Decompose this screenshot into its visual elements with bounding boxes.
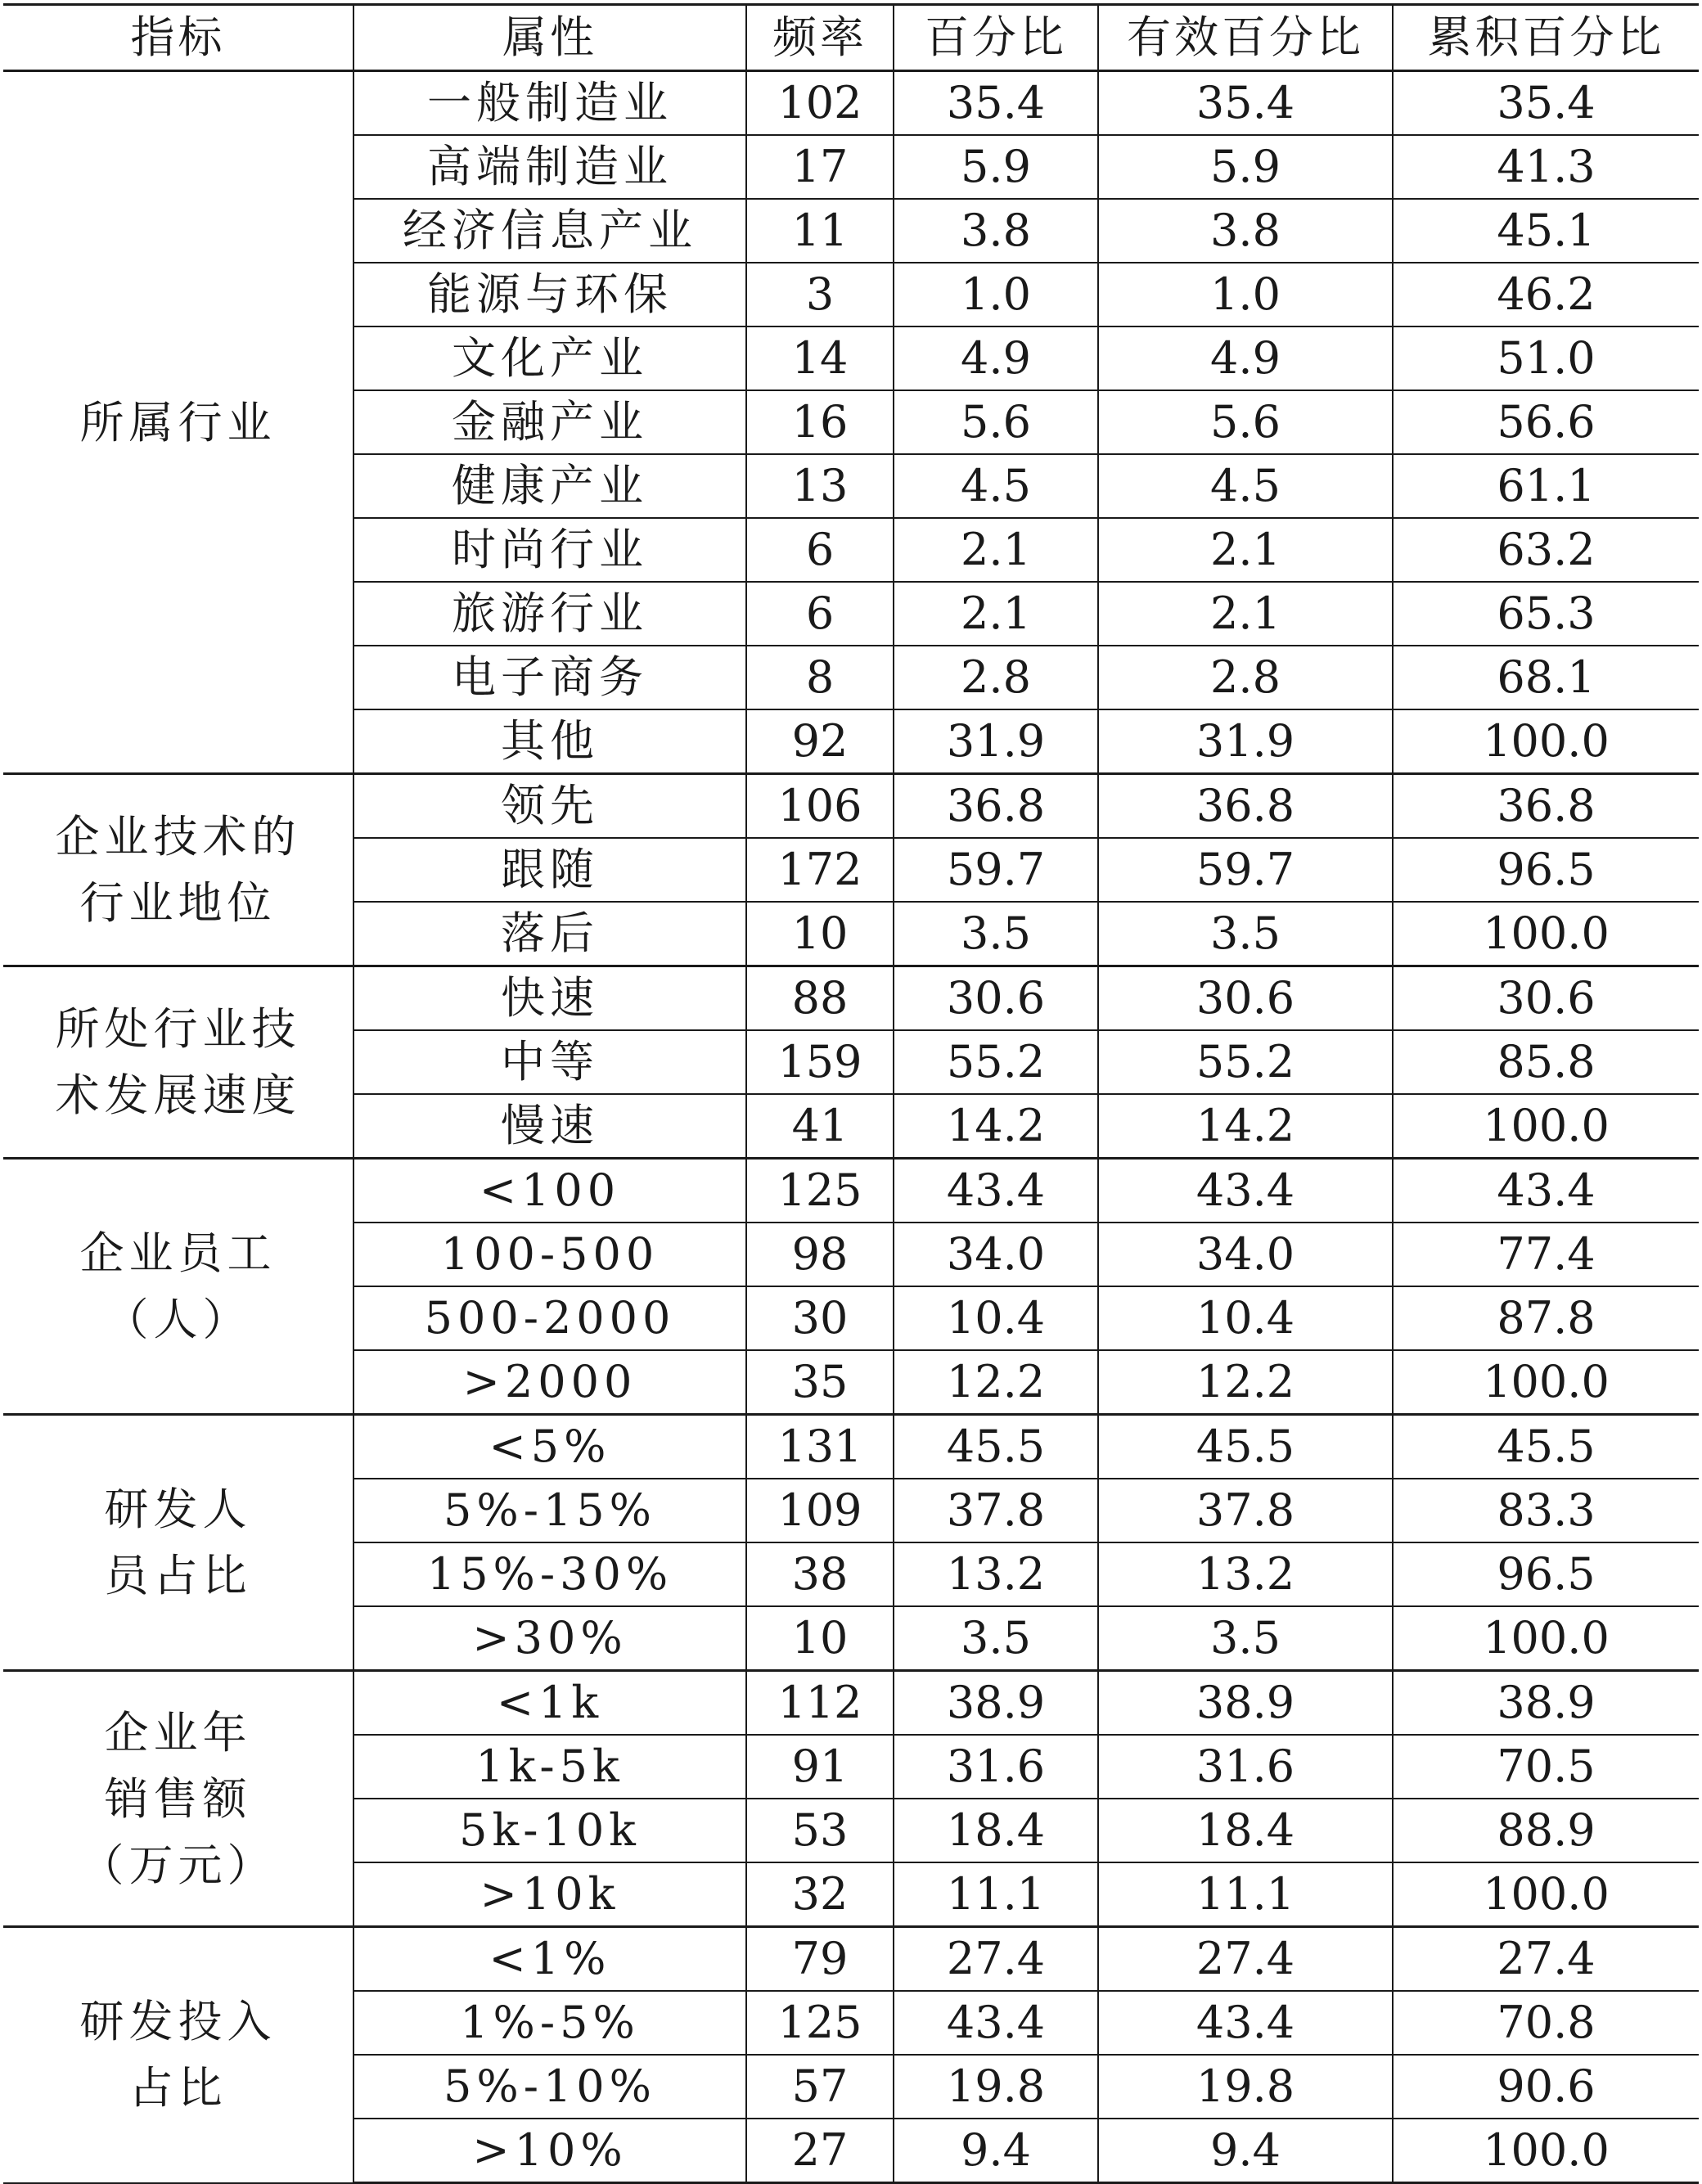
header-attribute: 属性	[353, 5, 746, 71]
frequency-cell: 27	[746, 2119, 894, 2183]
cumulative-percent-cell: 51.0	[1393, 326, 1699, 390]
cumulative-percent-cell: 100.0	[1393, 1094, 1699, 1159]
percent-cell: 5.9	[894, 135, 1098, 199]
frequency-cell: 57	[746, 2055, 894, 2119]
attribute-cell: 经济信息产业	[353, 199, 746, 263]
attribute-cell: <1%	[353, 1927, 746, 1992]
valid-percent-cell: 4.5	[1098, 454, 1393, 518]
cumulative-percent-cell: 35.4	[1393, 71, 1699, 136]
valid-percent-cell: 27.4	[1098, 1927, 1393, 1992]
attribute-cell: 其他	[353, 709, 746, 774]
valid-percent-cell: 3.8	[1098, 199, 1393, 263]
valid-percent-cell: 59.7	[1098, 838, 1393, 902]
attribute-cell: >10%	[353, 2119, 746, 2183]
percent-cell: 31.6	[894, 1735, 1098, 1799]
cumulative-percent-cell: 38.9	[1393, 1671, 1699, 1736]
table-row	[3, 774, 1699, 839]
attribute-cell: 5%-10%	[353, 2055, 746, 2119]
percent-cell: 36.8	[894, 774, 1098, 839]
cumulative-percent-cell: 43.4	[1393, 1159, 1699, 1223]
valid-percent-cell: 18.4	[1098, 1799, 1393, 1862]
attribute-cell: 快速	[353, 966, 746, 1031]
attribute-cell: 500-2000	[353, 1286, 746, 1350]
indicator-cell	[3, 1159, 353, 1415]
frequency-cell: 79	[746, 1927, 894, 1992]
valid-percent-cell: 9.4	[1098, 2119, 1393, 2183]
percent-cell: 3.5	[894, 902, 1098, 966]
indicator-cell	[3, 71, 353, 774]
attribute-cell: 电子商务	[353, 646, 746, 709]
attribute-cell: 1k-5k	[353, 1735, 746, 1799]
percent-cell: 3.8	[894, 199, 1098, 263]
attribute-cell: 跟随	[353, 838, 746, 902]
frequency-cell: 14	[746, 326, 894, 390]
indicator-cell	[3, 1415, 353, 1671]
indicator-label-line: 员占比	[104, 1550, 252, 1601]
cumulative-percent-cell: 68.1	[1393, 646, 1699, 709]
table-row	[3, 1927, 1699, 1992]
percent-cell: 4.9	[894, 326, 1098, 390]
valid-percent-cell: 14.2	[1098, 1094, 1393, 1159]
cumulative-percent-cell: 100.0	[1393, 1862, 1699, 1927]
frequency-cell: 88	[746, 966, 894, 1031]
cumulative-percent-cell: 87.8	[1393, 1286, 1699, 1350]
frequency-cell: 131	[746, 1415, 894, 1479]
percent-cell: 38.9	[894, 1671, 1098, 1736]
attribute-cell: 落后	[353, 902, 746, 966]
percent-cell: 37.8	[894, 1479, 1098, 1542]
percent-cell: 5.6	[894, 390, 1098, 454]
frequency-cell: 10	[746, 1606, 894, 1671]
valid-percent-cell: 2.8	[1098, 646, 1393, 709]
valid-percent-cell: 2.1	[1098, 582, 1393, 646]
cumulative-percent-cell: 46.2	[1393, 263, 1699, 326]
frequency-cell: 10	[746, 902, 894, 966]
valid-percent-cell: 4.9	[1098, 326, 1393, 390]
cumulative-percent-cell: 100.0	[1393, 2119, 1699, 2183]
table-body	[3, 71, 1699, 2183]
header-frequency: 频率	[746, 5, 894, 71]
valid-percent-cell: 12.2	[1098, 1350, 1393, 1415]
cumulative-percent-cell: 45.1	[1393, 199, 1699, 263]
cumulative-percent-cell: 77.4	[1393, 1223, 1699, 1286]
cumulative-percent-cell: 96.5	[1393, 1542, 1699, 1606]
indicator-label-line: 企业年	[104, 1706, 252, 1758]
cumulative-percent-cell: 85.8	[1393, 1030, 1699, 1094]
percent-cell: 1.0	[894, 263, 1098, 326]
frequency-cell: 91	[746, 1735, 894, 1799]
frequency-cell: 125	[746, 1159, 894, 1223]
valid-percent-cell: 19.8	[1098, 2055, 1393, 2119]
indicator-label-line: 占比	[128, 2062, 227, 2114]
percent-cell: 59.7	[894, 838, 1098, 902]
frequency-cell: 125	[746, 1991, 894, 2055]
indicator-label-line: 行业地位	[79, 877, 277, 929]
header-percent: 百分比	[894, 5, 1098, 71]
percent-cell: 2.1	[894, 582, 1098, 646]
frequency-cell: 8	[746, 646, 894, 709]
cumulative-percent-cell: 65.3	[1393, 582, 1699, 646]
frequency-cell: 11	[746, 199, 894, 263]
percent-cell: 45.5	[894, 1415, 1098, 1479]
valid-percent-cell: 35.4	[1098, 71, 1393, 136]
frequency-cell: 92	[746, 709, 894, 774]
valid-percent-cell: 30.6	[1098, 966, 1393, 1031]
attribute-cell: >2000	[353, 1350, 746, 1415]
indicator-label-line: 企业技术的	[55, 811, 301, 862]
percent-cell: 27.4	[894, 1927, 1098, 1992]
header-valid-percent: 有效百分比	[1098, 5, 1393, 71]
frequency-cell: 30	[746, 1286, 894, 1350]
indicator-cell	[3, 966, 353, 1159]
valid-percent-cell: 13.2	[1098, 1542, 1393, 1606]
frequency-cell: 53	[746, 1799, 894, 1862]
cumulative-percent-cell: 56.6	[1393, 390, 1699, 454]
indicator-label-line: 所属行业	[79, 396, 277, 448]
percent-cell: 13.2	[894, 1542, 1098, 1606]
cumulative-percent-cell: 63.2	[1393, 518, 1699, 582]
indicator-label-line: 研发投入	[79, 1996, 277, 2048]
attribute-cell: 15%-30%	[353, 1542, 746, 1606]
percent-cell: 9.4	[894, 2119, 1098, 2183]
percent-cell: 2.1	[894, 518, 1098, 582]
cumulative-percent-cell: 61.1	[1393, 454, 1699, 518]
percent-cell: 2.8	[894, 646, 1098, 709]
header-indicator: 指标	[3, 5, 353, 71]
table-row	[3, 71, 1699, 136]
attribute-cell: >30%	[353, 1606, 746, 1671]
attribute-cell: 中等	[353, 1030, 746, 1094]
indicator-cell	[3, 1927, 353, 2183]
cumulative-percent-cell: 100.0	[1393, 709, 1699, 774]
percent-cell: 14.2	[894, 1094, 1098, 1159]
valid-percent-cell: 43.4	[1098, 1991, 1393, 2055]
indicator-label-line: 术发展速度	[55, 1069, 301, 1121]
frequency-cell: 6	[746, 582, 894, 646]
valid-percent-cell: 38.9	[1098, 1671, 1393, 1736]
attribute-cell: 1%-5%	[353, 1991, 746, 2055]
frequency-cell: 159	[746, 1030, 894, 1094]
percent-cell: 43.4	[894, 1159, 1098, 1223]
frequency-cell: 6	[746, 518, 894, 582]
frequency-cell: 17	[746, 135, 894, 199]
cumulative-percent-cell: 90.6	[1393, 2055, 1699, 2119]
frequency-cell: 38	[746, 1542, 894, 1606]
frequency-cell: 106	[746, 774, 894, 839]
percent-cell: 3.5	[894, 1606, 1098, 1671]
attribute-cell: 旅游行业	[353, 582, 746, 646]
percent-cell: 35.4	[894, 71, 1098, 136]
percent-cell: 31.9	[894, 709, 1098, 774]
valid-percent-cell: 37.8	[1098, 1479, 1393, 1542]
valid-percent-cell: 2.1	[1098, 518, 1393, 582]
cumulative-percent-cell: 96.5	[1393, 838, 1699, 902]
indicator-label-line: 企业员工	[79, 1227, 277, 1279]
valid-percent-cell: 10.4	[1098, 1286, 1393, 1350]
indicator-cell	[3, 774, 353, 966]
indicator-label-line: （万元）	[79, 1839, 277, 1891]
cumulative-percent-cell: 100.0	[1393, 902, 1699, 966]
cumulative-percent-cell: 70.5	[1393, 1735, 1699, 1799]
header-row	[3, 5, 1699, 71]
indicator-label-line: 销售额	[104, 1772, 252, 1825]
percent-cell: 30.6	[894, 966, 1098, 1031]
valid-percent-cell: 55.2	[1098, 1030, 1393, 1094]
frequency-cell: 16	[746, 390, 894, 454]
attribute-cell: 文化产业	[353, 326, 746, 390]
frequency-cell: 32	[746, 1862, 894, 1927]
statistics-table	[3, 3, 1699, 2184]
attribute-cell: 慢速	[353, 1094, 746, 1159]
attribute-cell: 能源与环保	[353, 263, 746, 326]
indicator-cell	[3, 1671, 353, 1927]
valid-percent-cell: 5.9	[1098, 135, 1393, 199]
percent-cell: 34.0	[894, 1223, 1098, 1286]
valid-percent-cell: 1.0	[1098, 263, 1393, 326]
valid-percent-cell: 45.5	[1098, 1415, 1393, 1479]
valid-percent-cell: 11.1	[1098, 1862, 1393, 1927]
cumulative-percent-cell: 100.0	[1393, 1350, 1699, 1415]
cumulative-percent-cell: 100.0	[1393, 1606, 1699, 1671]
percent-cell: 4.5	[894, 454, 1098, 518]
cumulative-percent-cell: 45.5	[1393, 1415, 1699, 1479]
frequency-cell: 41	[746, 1094, 894, 1159]
valid-percent-cell: 3.5	[1098, 902, 1393, 966]
valid-percent-cell: 3.5	[1098, 1606, 1393, 1671]
attribute-cell: 高端制造业	[353, 135, 746, 199]
frequency-cell: 172	[746, 838, 894, 902]
attribute-cell: 时尚行业	[353, 518, 746, 582]
percent-cell: 19.8	[894, 2055, 1098, 2119]
frequency-cell: 102	[746, 71, 894, 136]
cumulative-percent-cell: 27.4	[1393, 1927, 1699, 1992]
frequency-cell: 98	[746, 1223, 894, 1286]
attribute-cell: 金融产业	[353, 390, 746, 454]
attribute-cell: >10k	[353, 1862, 746, 1927]
valid-percent-cell: 43.4	[1098, 1159, 1393, 1223]
attribute-cell: <1k	[353, 1671, 746, 1736]
percent-cell: 18.4	[894, 1799, 1098, 1862]
valid-percent-cell: 34.0	[1098, 1223, 1393, 1286]
percent-cell: 10.4	[894, 1286, 1098, 1350]
percent-cell: 11.1	[894, 1862, 1098, 1927]
cumulative-percent-cell: 36.8	[1393, 774, 1699, 839]
table-row	[3, 966, 1699, 1031]
table-row	[3, 1159, 1699, 1223]
cumulative-percent-cell: 88.9	[1393, 1799, 1699, 1862]
cumulative-percent-cell: 70.8	[1393, 1991, 1699, 2055]
cumulative-percent-cell: 30.6	[1393, 966, 1699, 1031]
percent-cell: 55.2	[894, 1030, 1098, 1094]
attribute-cell: 健康产业	[353, 454, 746, 518]
valid-percent-cell: 31.6	[1098, 1735, 1393, 1799]
frequency-cell: 3	[746, 263, 894, 326]
indicator-label-line: 研发人	[104, 1484, 252, 1535]
valid-percent-cell: 5.6	[1098, 390, 1393, 454]
attribute-cell: 5k-10k	[353, 1799, 746, 1862]
frequency-cell: 13	[746, 454, 894, 518]
frequency-cell: 112	[746, 1671, 894, 1736]
attribute-cell: 一般制造业	[353, 71, 746, 136]
table-row	[3, 1671, 1699, 1736]
indicator-label-line: 所处行业技	[55, 1003, 301, 1055]
frequency-cell: 35	[746, 1350, 894, 1415]
header-cumulative-percent: 累积百分比	[1393, 5, 1699, 71]
attribute-cell: <5%	[353, 1415, 746, 1479]
table-header	[3, 5, 1699, 71]
valid-percent-cell: 36.8	[1098, 774, 1393, 839]
cumulative-percent-cell: 83.3	[1393, 1479, 1699, 1542]
cumulative-percent-cell: 41.3	[1393, 135, 1699, 199]
percent-cell: 12.2	[894, 1350, 1098, 1415]
attribute-cell: <100	[353, 1159, 746, 1223]
frequency-cell: 109	[746, 1479, 894, 1542]
attribute-cell: 5%-15%	[353, 1479, 746, 1542]
attribute-cell: 100-500	[353, 1223, 746, 1286]
percent-cell: 43.4	[894, 1991, 1098, 2055]
attribute-cell: 领先	[353, 774, 746, 839]
table-row	[3, 1415, 1699, 1479]
indicator-label-line: （人）	[104, 1294, 252, 1345]
valid-percent-cell: 31.9	[1098, 709, 1393, 774]
